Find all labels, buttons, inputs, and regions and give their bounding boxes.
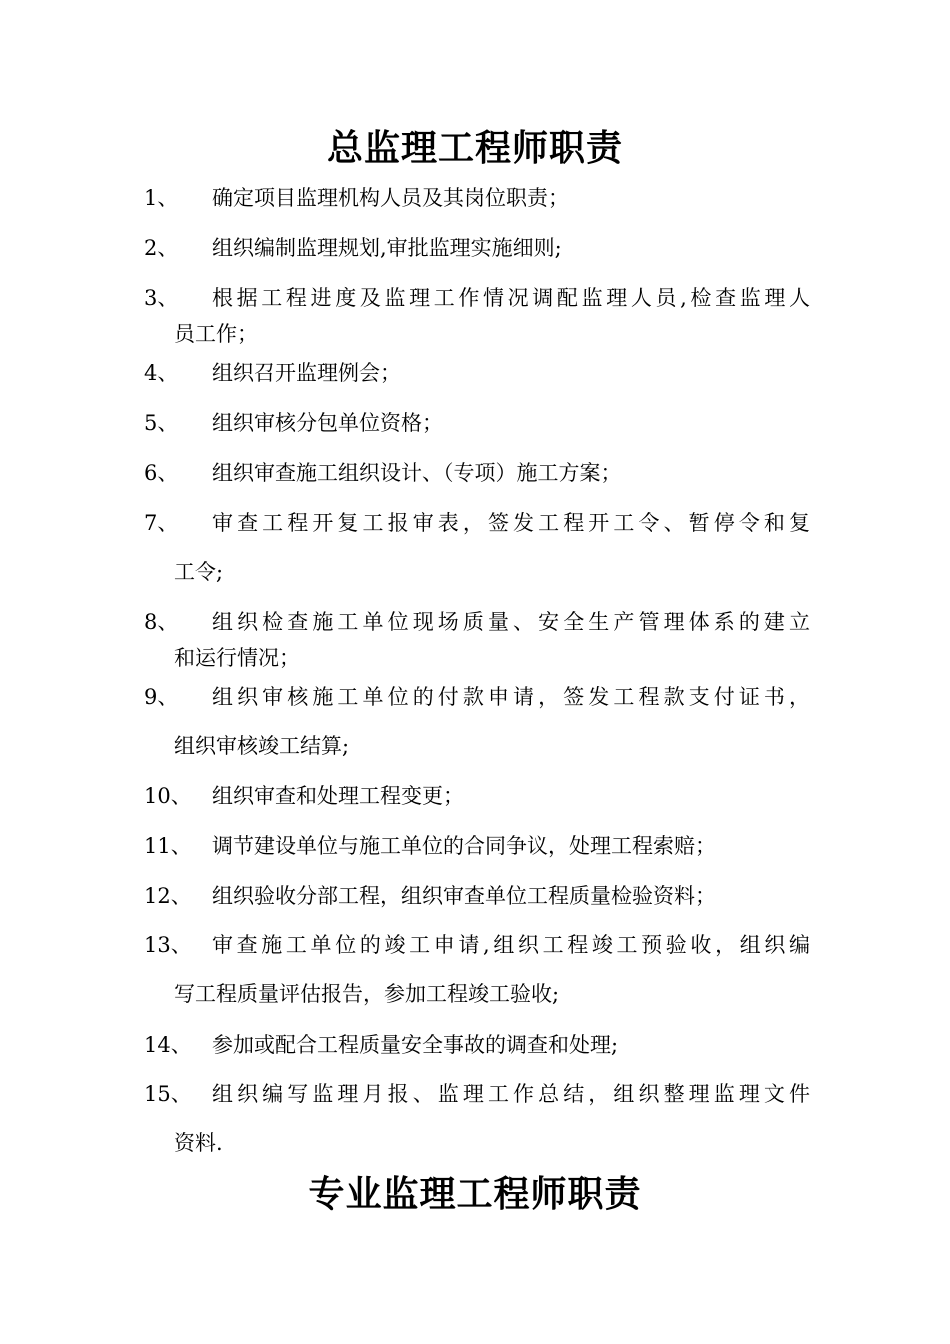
item-number: 4、 [144, 361, 179, 385]
item-text-continued: 写工程质量评估报告，参加工程竣工验收; [174, 982, 560, 1006]
item-text: 组织检查施工单位现场质量、安全生产管理体系的建立 [212, 610, 810, 634]
item-text: 组织编制监理规划,审批监理实施细则; [212, 236, 562, 260]
item-number: 10、 [144, 784, 192, 808]
item-text: 组织编写监理月报、监理工作总结，组织整理监理文件 [212, 1082, 810, 1106]
item-number: 5、 [144, 411, 179, 435]
item-text-continued: 资料. [174, 1131, 223, 1155]
item-text-continued: 员工作； [174, 322, 258, 346]
item-number: 14、 [144, 1033, 192, 1057]
section-title-specialist-engineer: 专业监理工程师职责 [308, 1173, 642, 1215]
item-number: 8、 [144, 610, 179, 634]
item-text: 组织召开监理例会； [212, 361, 401, 385]
item-text: 组织审查和处理工程变更； [212, 784, 464, 808]
item-text: 审查施工单位的竣工申请,组织工程竣工预验收，组织编 [212, 933, 810, 957]
item-text: 审查工程开复工报审表，签发工程开工令、暂停令和复 [212, 511, 810, 535]
item-text: 参加或配合工程质量安全事故的调查和处理; [212, 1033, 619, 1057]
item-number: 12、 [144, 884, 192, 908]
item-text-continued: 组织审核竣工结算; [174, 734, 350, 758]
item-text: 根据工程进度及监理工作情况调配监理人员,检查监理人 [212, 286, 810, 310]
item-text-continued: 工令; [174, 560, 224, 584]
item-number: 13、 [144, 933, 192, 957]
item-number: 2、 [144, 236, 179, 260]
item-text: 调节建设单位与施工单位的合同争议，处理工程索赔； [212, 834, 716, 858]
item-number: 6、 [144, 461, 179, 485]
item-number: 3、 [144, 286, 179, 310]
item-text: 组织审核分包单位资格； [212, 411, 443, 435]
item-number: 11、 [144, 834, 192, 858]
item-text-continued: 和运行情况； [174, 646, 300, 670]
item-number: 15、 [144, 1082, 192, 1106]
item-number: 1、 [144, 186, 179, 210]
item-text: 组织验收分部工程，组织审查单位工程质量检验资料； [212, 884, 716, 908]
section-title-chief-engineer: 总监理工程师职责 [326, 127, 623, 169]
item-text: 确定项目监理机构人员及其岗位职责； [212, 186, 569, 210]
item-text: 组织审核施工单位的付款申请，签发工程款支付证书， [212, 685, 810, 709]
item-number: 9、 [144, 685, 179, 709]
item-text: 组织审查施工组织设计、（专项）施工方案； [212, 461, 622, 485]
item-number: 7、 [144, 511, 179, 535]
